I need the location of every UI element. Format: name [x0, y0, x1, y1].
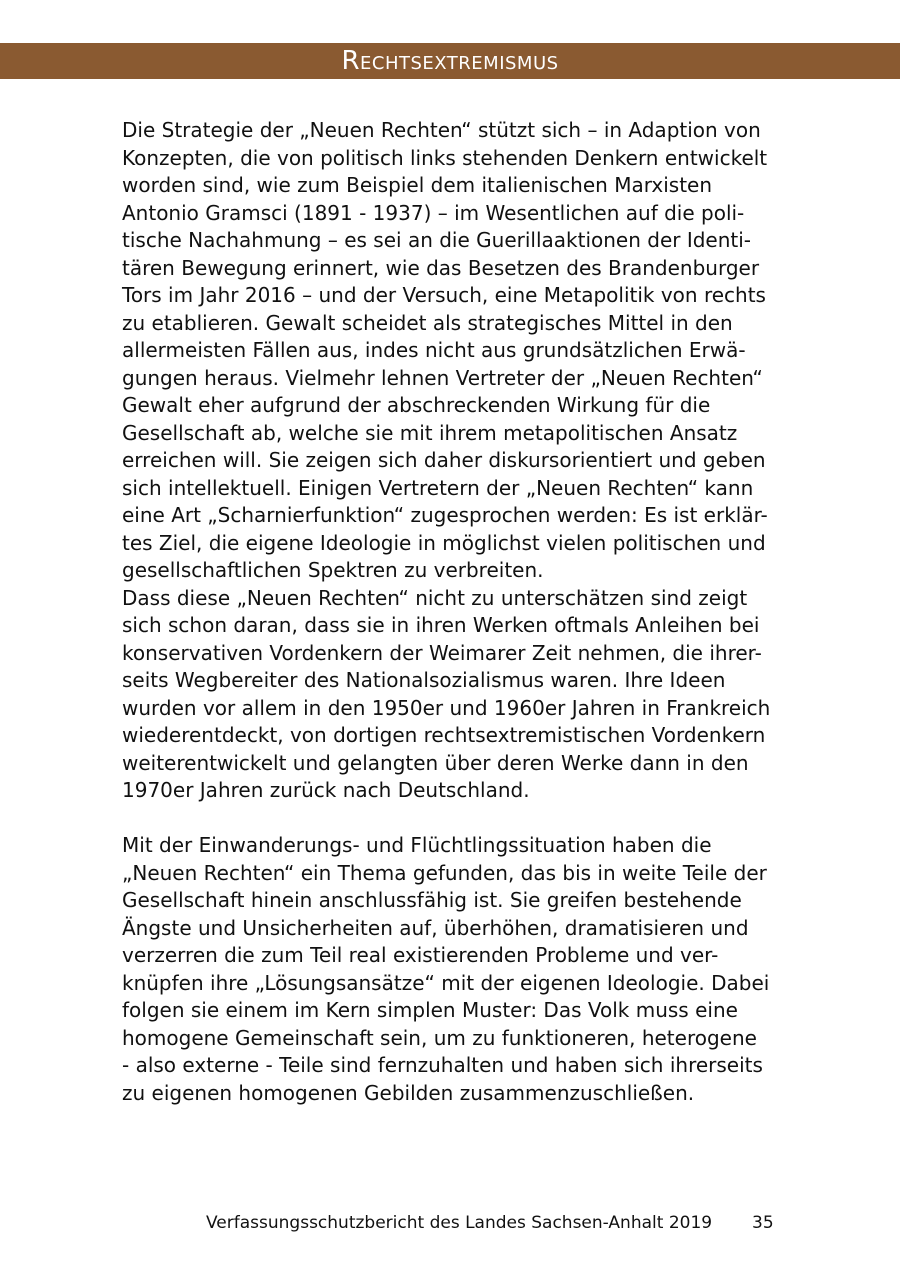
text-line: Die Strategie der „Neuen Rechten“ stützt sich – in Adaption von: [122, 118, 761, 142]
text-line: wurden vor allem in den 1950er und 1960er Jahren in Frankreich: [122, 695, 771, 720]
section-header-bar: [0, 43, 900, 79]
text-line: Konzepten, die von politisch links stehenden Denkern entwickelt: [122, 145, 768, 170]
text-line: allermeisten Fällen aus, indes nicht aus grundsätzlichen Erwä-: [122, 338, 746, 362]
text-line: Tors im Jahr 2016 – und der Versuch, eine Metapolitik von rechts: [122, 283, 766, 307]
text-line: Gewalt eher aufgrund der abschreckenden Wirkung für die: [122, 393, 711, 417]
text-line: homogene Gemeinschaft sein, um zu funktioneren, heterogene: [122, 1025, 757, 1050]
text-line: - also externe - Teile sind fernzuhalten und haben sich ihrerseits: [122, 1053, 763, 1077]
section-title: Rechtsextremismus: [341, 46, 559, 76]
text-line: gesellschaftlichen Spektren zu verbreiten.: [122, 558, 544, 582]
text-line: eine Art „Scharnierfunktion“ zugesprochen werden: Es ist erklär-: [122, 503, 768, 527]
page-number: 35: [752, 1213, 774, 1233]
text-line: tische Nachahmung – es sei an die Guerillaaktionen der Identi-: [122, 228, 752, 252]
text-line: gungen heraus. Vielmehr lehnen Vertreter der „Neuen Rechten“: [122, 365, 763, 390]
text-line: sich intellektuell. Einigen Vertretern der „Neuen Rechten“ kann: [122, 475, 754, 500]
text-line: zu etablieren. Gewalt scheidet als strategisches Mittel in den: [122, 310, 733, 335]
text-line: Mit der Einwanderungs- und Flüchtlingssituation haben die: [122, 833, 712, 857]
text-line: „Neuen Rechten“ ein Thema gefunden, das bis in weite Teile der: [122, 860, 767, 885]
text-line: weiterentwickelt und gelangten über deren Werke dann in den: [122, 750, 749, 775]
footer-report-title: Verfassungsschutzbericht des Landes Sachsen-Anhalt 2019: [206, 1213, 713, 1233]
text-line: wiederentdeckt, von dortigen rechtsextremistischen Vordenkern: [122, 723, 766, 747]
paragraph-2: [122, 585, 782, 805]
text-line: Gesellschaft ab, welche sie mit ihrem metapolitischen Ansatz: [122, 420, 738, 445]
text-line: verzerren die zum Teil real existierenden Probleme und ver-: [122, 943, 719, 967]
text-line: worden sind, wie zum Beispiel dem italienischen Marxisten: [122, 173, 713, 197]
text-line: Gesellschaft hinein anschlussfähig ist. Sie greifen bestehende: [122, 888, 742, 912]
text-line: tären Bewegung erinnert, wie das Besetzen des Brandenburger: [122, 255, 760, 280]
text-line: tes Ziel, die eigene Ideologie in möglichst vielen politischen und: [122, 530, 766, 555]
paragraph-3: [122, 832, 782, 1107]
text-line: Antonio Gramsci (1891 - 1937) – im Wesentlichen auf die poli-: [122, 200, 745, 225]
paragraph-1: [122, 117, 782, 585]
text-line: erreichen will. Sie zeigen sich daher diskursorientiert und geben: [122, 448, 766, 472]
text-line: zu eigenen homogenen Gebilden zusammenzuschließen.: [122, 1080, 695, 1105]
text-line: 1970er Jahren zurück nach Deutschland.: [122, 778, 530, 802]
text-line: Dass diese „Neuen Rechten“ nicht zu unterschätzen sind zeigt: [122, 585, 748, 610]
body-text: [122, 117, 782, 1107]
text-line: knüpfen ihre „Lösungsansätze“ mit der eigenen Ideologie. Dabei: [122, 970, 770, 995]
text-line: sich schon daran, dass sie in ihren Werken oftmals Anleihen bei: [122, 613, 760, 637]
text-line: konservativen Vordenkern der Weimarer Zeit nehmen, die ihrer-: [122, 640, 762, 665]
text-line: folgen sie einem im Kern simplen Muster: Das Volk muss eine: [122, 998, 738, 1022]
text-line: seits Wegbereiter des Nationalsozialismus waren. Ihre Ideen: [122, 668, 726, 692]
paragraph-spacer: [122, 805, 782, 833]
text-line: Ängste und Unsicherheiten auf, überhöhen, dramatisieren und: [122, 915, 749, 940]
